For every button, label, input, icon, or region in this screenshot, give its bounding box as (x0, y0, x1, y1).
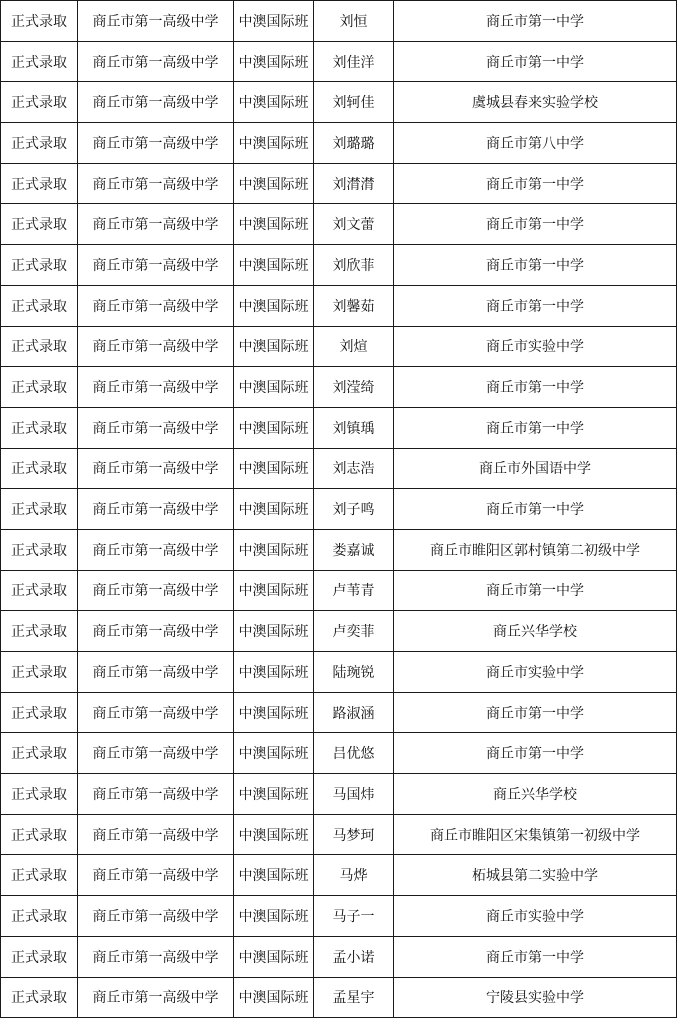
admission-status-cell: 正式录取 (1, 407, 78, 448)
table-row (1, 41, 677, 82)
table-row (1, 855, 677, 896)
admission-status-cell: 正式录取 (1, 977, 78, 1018)
graduating-school-cell: 商丘市实验中学 (394, 896, 677, 937)
table-row (1, 448, 677, 489)
admitting-school-cell: 商丘市第一高级中学 (78, 326, 234, 367)
student-name-cell: 吕优悠 (314, 733, 394, 774)
admitting-school-cell: 商丘市第一高级中学 (78, 82, 234, 123)
student-name-cell: 卢奕菲 (314, 611, 394, 652)
admission-status-cell: 正式录取 (1, 611, 78, 652)
admitting-school-cell: 商丘市第一高级中学 (78, 204, 234, 245)
class-name-cell: 中澳国际班 (234, 814, 314, 855)
class-name-cell: 中澳国际班 (234, 123, 314, 164)
student-name-cell: 刘馨茹 (314, 285, 394, 326)
class-name-cell: 中澳国际班 (234, 285, 314, 326)
table-row (1, 611, 677, 652)
student-name-cell: 刘潸潸 (314, 163, 394, 204)
table-row (1, 814, 677, 855)
table-row (1, 936, 677, 977)
table-row (1, 692, 677, 733)
graduating-school-cell: 商丘市第一中学 (394, 367, 677, 408)
class-name-cell: 中澳国际班 (234, 774, 314, 815)
student-name-cell: 娄嘉诚 (314, 529, 394, 570)
student-name-cell: 卢苇青 (314, 570, 394, 611)
class-name-cell: 中澳国际班 (234, 1, 314, 42)
admitting-school-cell: 商丘市第一高级中学 (78, 652, 234, 693)
table-row (1, 977, 677, 1018)
table-row (1, 570, 677, 611)
admission-status-cell: 正式录取 (1, 367, 78, 408)
student-name-cell: 刘文蕾 (314, 204, 394, 245)
class-name-cell: 中澳国际班 (234, 652, 314, 693)
graduating-school-cell: 宁陵县实验中学 (394, 977, 677, 1018)
admitting-school-cell: 商丘市第一高级中学 (78, 692, 234, 733)
table-row (1, 652, 677, 693)
table-row (1, 896, 677, 937)
admitting-school-cell: 商丘市第一高级中学 (78, 529, 234, 570)
student-name-cell: 刘璐璐 (314, 123, 394, 164)
admission-status-cell: 正式录取 (1, 814, 78, 855)
table-row (1, 774, 677, 815)
class-name-cell: 中澳国际班 (234, 855, 314, 896)
admission-status-cell: 正式录取 (1, 692, 78, 733)
class-name-cell: 中澳国际班 (234, 204, 314, 245)
graduating-school-cell: 虞城县春来实验学校 (394, 82, 677, 123)
class-name-cell: 中澳国际班 (234, 448, 314, 489)
admission-status-cell: 正式录取 (1, 245, 78, 286)
class-name-cell: 中澳国际班 (234, 326, 314, 367)
admitting-school-cell: 商丘市第一高级中学 (78, 977, 234, 1018)
admission-status-cell: 正式录取 (1, 448, 78, 489)
class-name-cell: 中澳国际班 (234, 692, 314, 733)
table-row (1, 733, 677, 774)
graduating-school-cell: 商丘市第一中学 (394, 570, 677, 611)
admitting-school-cell: 商丘市第一高级中学 (78, 123, 234, 164)
graduating-school-cell: 商丘市第一中学 (394, 407, 677, 448)
class-name-cell: 中澳国际班 (234, 896, 314, 937)
student-name-cell: 刘子鸣 (314, 489, 394, 530)
admitting-school-cell: 商丘市第一高级中学 (78, 448, 234, 489)
graduating-school-cell: 柘城县第二实验中学 (394, 855, 677, 896)
class-name-cell: 中澳国际班 (234, 529, 314, 570)
admitting-school-cell: 商丘市第一高级中学 (78, 855, 234, 896)
admission-status-cell: 正式录取 (1, 896, 78, 937)
table-row (1, 1, 677, 42)
table-row (1, 123, 677, 164)
student-name-cell: 刘恒 (314, 1, 394, 42)
table-row (1, 489, 677, 530)
student-name-cell: 刘欣菲 (314, 245, 394, 286)
student-name-cell: 马烨 (314, 855, 394, 896)
student-name-cell: 马子一 (314, 896, 394, 937)
admitting-school-cell: 商丘市第一高级中学 (78, 774, 234, 815)
student-name-cell: 孟小诺 (314, 936, 394, 977)
table-row (1, 204, 677, 245)
graduating-school-cell: 商丘兴华学校 (394, 774, 677, 815)
admission-status-cell: 正式录取 (1, 652, 78, 693)
admitting-school-cell: 商丘市第一高级中学 (78, 733, 234, 774)
table-row (1, 245, 677, 286)
table-row (1, 407, 677, 448)
class-name-cell: 中澳国际班 (234, 570, 314, 611)
graduating-school-cell: 商丘市第一中学 (394, 1, 677, 42)
graduating-school-cell: 商丘市第一中学 (394, 163, 677, 204)
graduating-school-cell: 商丘市第八中学 (394, 123, 677, 164)
admission-status-cell: 正式录取 (1, 41, 78, 82)
table-row (1, 285, 677, 326)
admission-status-cell: 正式录取 (1, 163, 78, 204)
student-name-cell: 刘轲佳 (314, 82, 394, 123)
admitting-school-cell: 商丘市第一高级中学 (78, 1, 234, 42)
admitting-school-cell: 商丘市第一高级中学 (78, 570, 234, 611)
admission-status-cell: 正式录取 (1, 285, 78, 326)
class-name-cell: 中澳国际班 (234, 41, 314, 82)
graduating-school-cell: 商丘市第一中学 (394, 41, 677, 82)
admission-status-cell: 正式录取 (1, 1, 78, 42)
admitting-school-cell: 商丘市第一高级中学 (78, 611, 234, 652)
student-name-cell: 马梦珂 (314, 814, 394, 855)
student-name-cell: 孟星宇 (314, 977, 394, 1018)
admitting-school-cell: 商丘市第一高级中学 (78, 163, 234, 204)
admission-status-cell: 正式录取 (1, 204, 78, 245)
graduating-school-cell: 商丘市实验中学 (394, 652, 677, 693)
student-name-cell: 刘镇瑀 (314, 407, 394, 448)
graduating-school-cell: 商丘市睢阳区郭村镇第二初级中学 (394, 529, 677, 570)
class-name-cell: 中澳国际班 (234, 936, 314, 977)
admitting-school-cell: 商丘市第一高级中学 (78, 285, 234, 326)
admission-status-cell: 正式录取 (1, 529, 78, 570)
class-name-cell: 中澳国际班 (234, 367, 314, 408)
table-row (1, 529, 677, 570)
admitting-school-cell: 商丘市第一高级中学 (78, 41, 234, 82)
graduating-school-cell: 商丘市实验中学 (394, 326, 677, 367)
table-row (1, 367, 677, 408)
student-name-cell: 路淑涵 (314, 692, 394, 733)
table-row (1, 326, 677, 367)
admission-status-cell: 正式录取 (1, 326, 78, 367)
class-name-cell: 中澳国际班 (234, 407, 314, 448)
admission-status-cell: 正式录取 (1, 774, 78, 815)
graduating-school-cell: 商丘市第一中学 (394, 489, 677, 530)
admitting-school-cell: 商丘市第一高级中学 (78, 489, 234, 530)
admitting-school-cell: 商丘市第一高级中学 (78, 936, 234, 977)
graduating-school-cell: 商丘市睢阳区宋集镇第一初级中学 (394, 814, 677, 855)
class-name-cell: 中澳国际班 (234, 245, 314, 286)
student-name-cell: 刘煊 (314, 326, 394, 367)
admitting-school-cell: 商丘市第一高级中学 (78, 245, 234, 286)
student-name-cell: 刘志浩 (314, 448, 394, 489)
admitting-school-cell: 商丘市第一高级中学 (78, 896, 234, 937)
admission-status-cell: 正式录取 (1, 936, 78, 977)
class-name-cell: 中澳国际班 (234, 163, 314, 204)
graduating-school-cell: 商丘市第一中学 (394, 285, 677, 326)
student-name-cell: 刘滢绮 (314, 367, 394, 408)
admitting-school-cell: 商丘市第一高级中学 (78, 407, 234, 448)
admission-status-cell: 正式录取 (1, 855, 78, 896)
admitting-school-cell: 商丘市第一高级中学 (78, 814, 234, 855)
table-row (1, 163, 677, 204)
graduating-school-cell: 商丘兴华学校 (394, 611, 677, 652)
table-row (1, 82, 677, 123)
admission-table-body (1, 1, 677, 1018)
class-name-cell: 中澳国际班 (234, 489, 314, 530)
class-name-cell: 中澳国际班 (234, 611, 314, 652)
admission-status-cell: 正式录取 (1, 123, 78, 164)
graduating-school-cell: 商丘市第一中学 (394, 733, 677, 774)
student-name-cell: 刘佳洋 (314, 41, 394, 82)
class-name-cell: 中澳国际班 (234, 82, 314, 123)
student-name-cell: 陆琬锐 (314, 652, 394, 693)
graduating-school-cell: 商丘市第一中学 (394, 692, 677, 733)
admitting-school-cell: 商丘市第一高级中学 (78, 367, 234, 408)
admission-status-cell: 正式录取 (1, 570, 78, 611)
graduating-school-cell: 商丘市第一中学 (394, 204, 677, 245)
graduating-school-cell: 商丘市外国语中学 (394, 448, 677, 489)
student-name-cell: 马国炜 (314, 774, 394, 815)
admission-status-cell: 正式录取 (1, 489, 78, 530)
admission-status-cell: 正式录取 (1, 733, 78, 774)
admission-status-cell: 正式录取 (1, 82, 78, 123)
graduating-school-cell: 商丘市第一中学 (394, 245, 677, 286)
class-name-cell: 中澳国际班 (234, 733, 314, 774)
graduating-school-cell: 商丘市第一中学 (394, 936, 677, 977)
class-name-cell: 中澳国际班 (234, 977, 314, 1018)
